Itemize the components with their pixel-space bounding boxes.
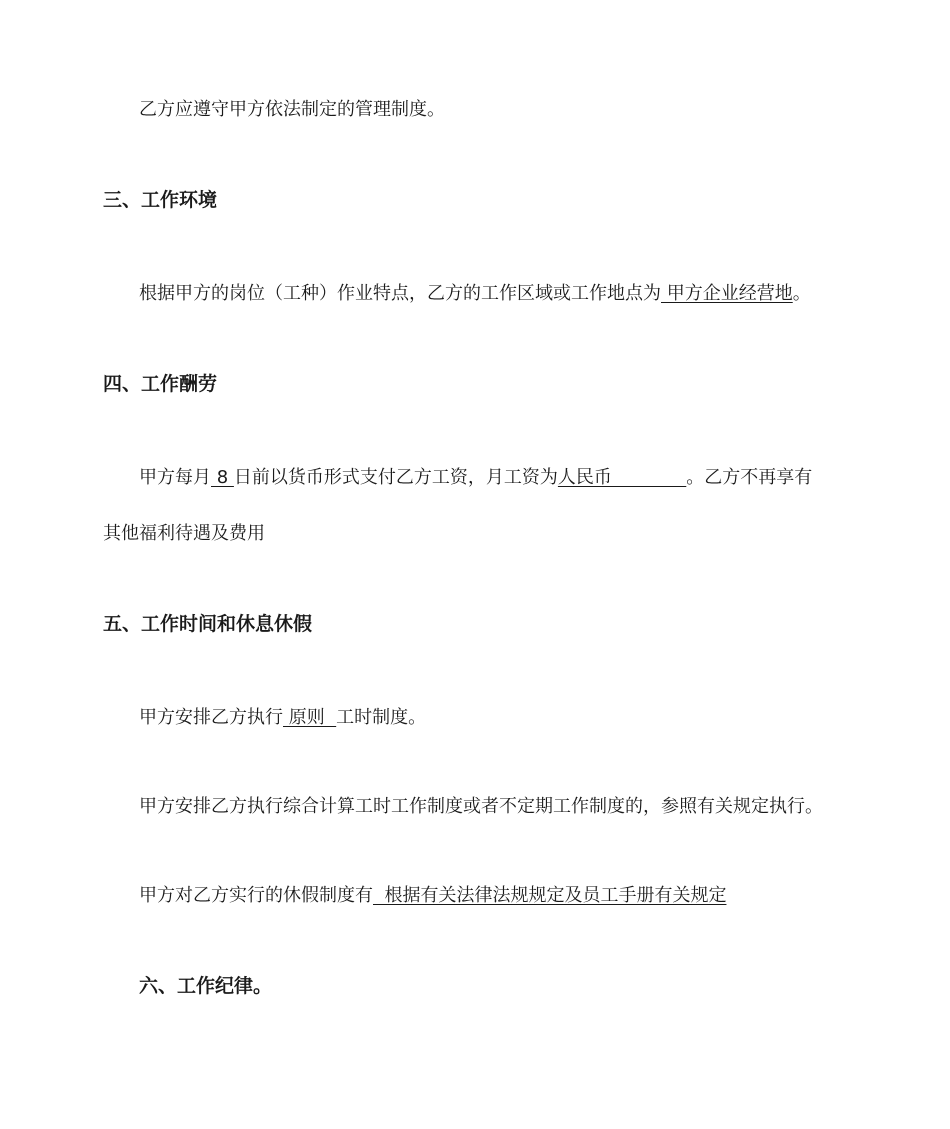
paragraph-salary-continued: 其他福利待遇及费用 xyxy=(103,523,265,544)
salary-text-a: 甲方每月 xyxy=(139,467,211,488)
paragraph-work-hours-system xyxy=(139,706,426,730)
salary-text-c: 。乙方不再享有 xyxy=(686,467,813,488)
paragraph-management-rules: 乙方应遵守甲方依法制定的管理制度。 xyxy=(139,99,445,120)
section-heading-work-discipline: 六、工作纪律。 xyxy=(139,975,273,997)
section-heading-working-hours: 五、工作时间和休息休假 xyxy=(103,613,313,635)
paragraph-salary xyxy=(139,466,812,490)
work-location-end: 。 xyxy=(792,283,811,304)
work-location-fill: 甲方企业经营地 xyxy=(661,283,793,304)
work-hours-system-fill: 原则 xyxy=(283,707,337,728)
paragraph-leave-policy xyxy=(139,884,726,908)
paragraph-work-location xyxy=(139,282,811,306)
salary-pay-day-fill: 8 xyxy=(211,467,234,488)
salary-amount-fill: 人民币 xyxy=(557,467,687,488)
paragraph-flexible-hours: 甲方安排乙方执行综合计算工时工作制度或者不定期工作制度的，参照有关规定执行。 xyxy=(139,796,823,817)
section-heading-remuneration: 四、工作酬劳 xyxy=(103,373,218,395)
work-location-text: 根据甲方的岗位（工种）作业特点，乙方的工作区域或工作地点为 xyxy=(139,283,661,304)
work-hours-text-b: 工时制度。 xyxy=(336,707,427,728)
leave-policy-text: 甲方对乙方实行的休假制度有 xyxy=(139,885,373,906)
leave-policy-fill: 根据有关法律法规规定及员工手册有关规定 xyxy=(373,885,727,906)
work-hours-text-a: 甲方安排乙方执行 xyxy=(139,707,283,728)
salary-text-b: 日前以货币形式支付乙方工资，月工资为 xyxy=(233,467,558,488)
section-heading-work-environment: 三、工作环境 xyxy=(103,189,218,211)
